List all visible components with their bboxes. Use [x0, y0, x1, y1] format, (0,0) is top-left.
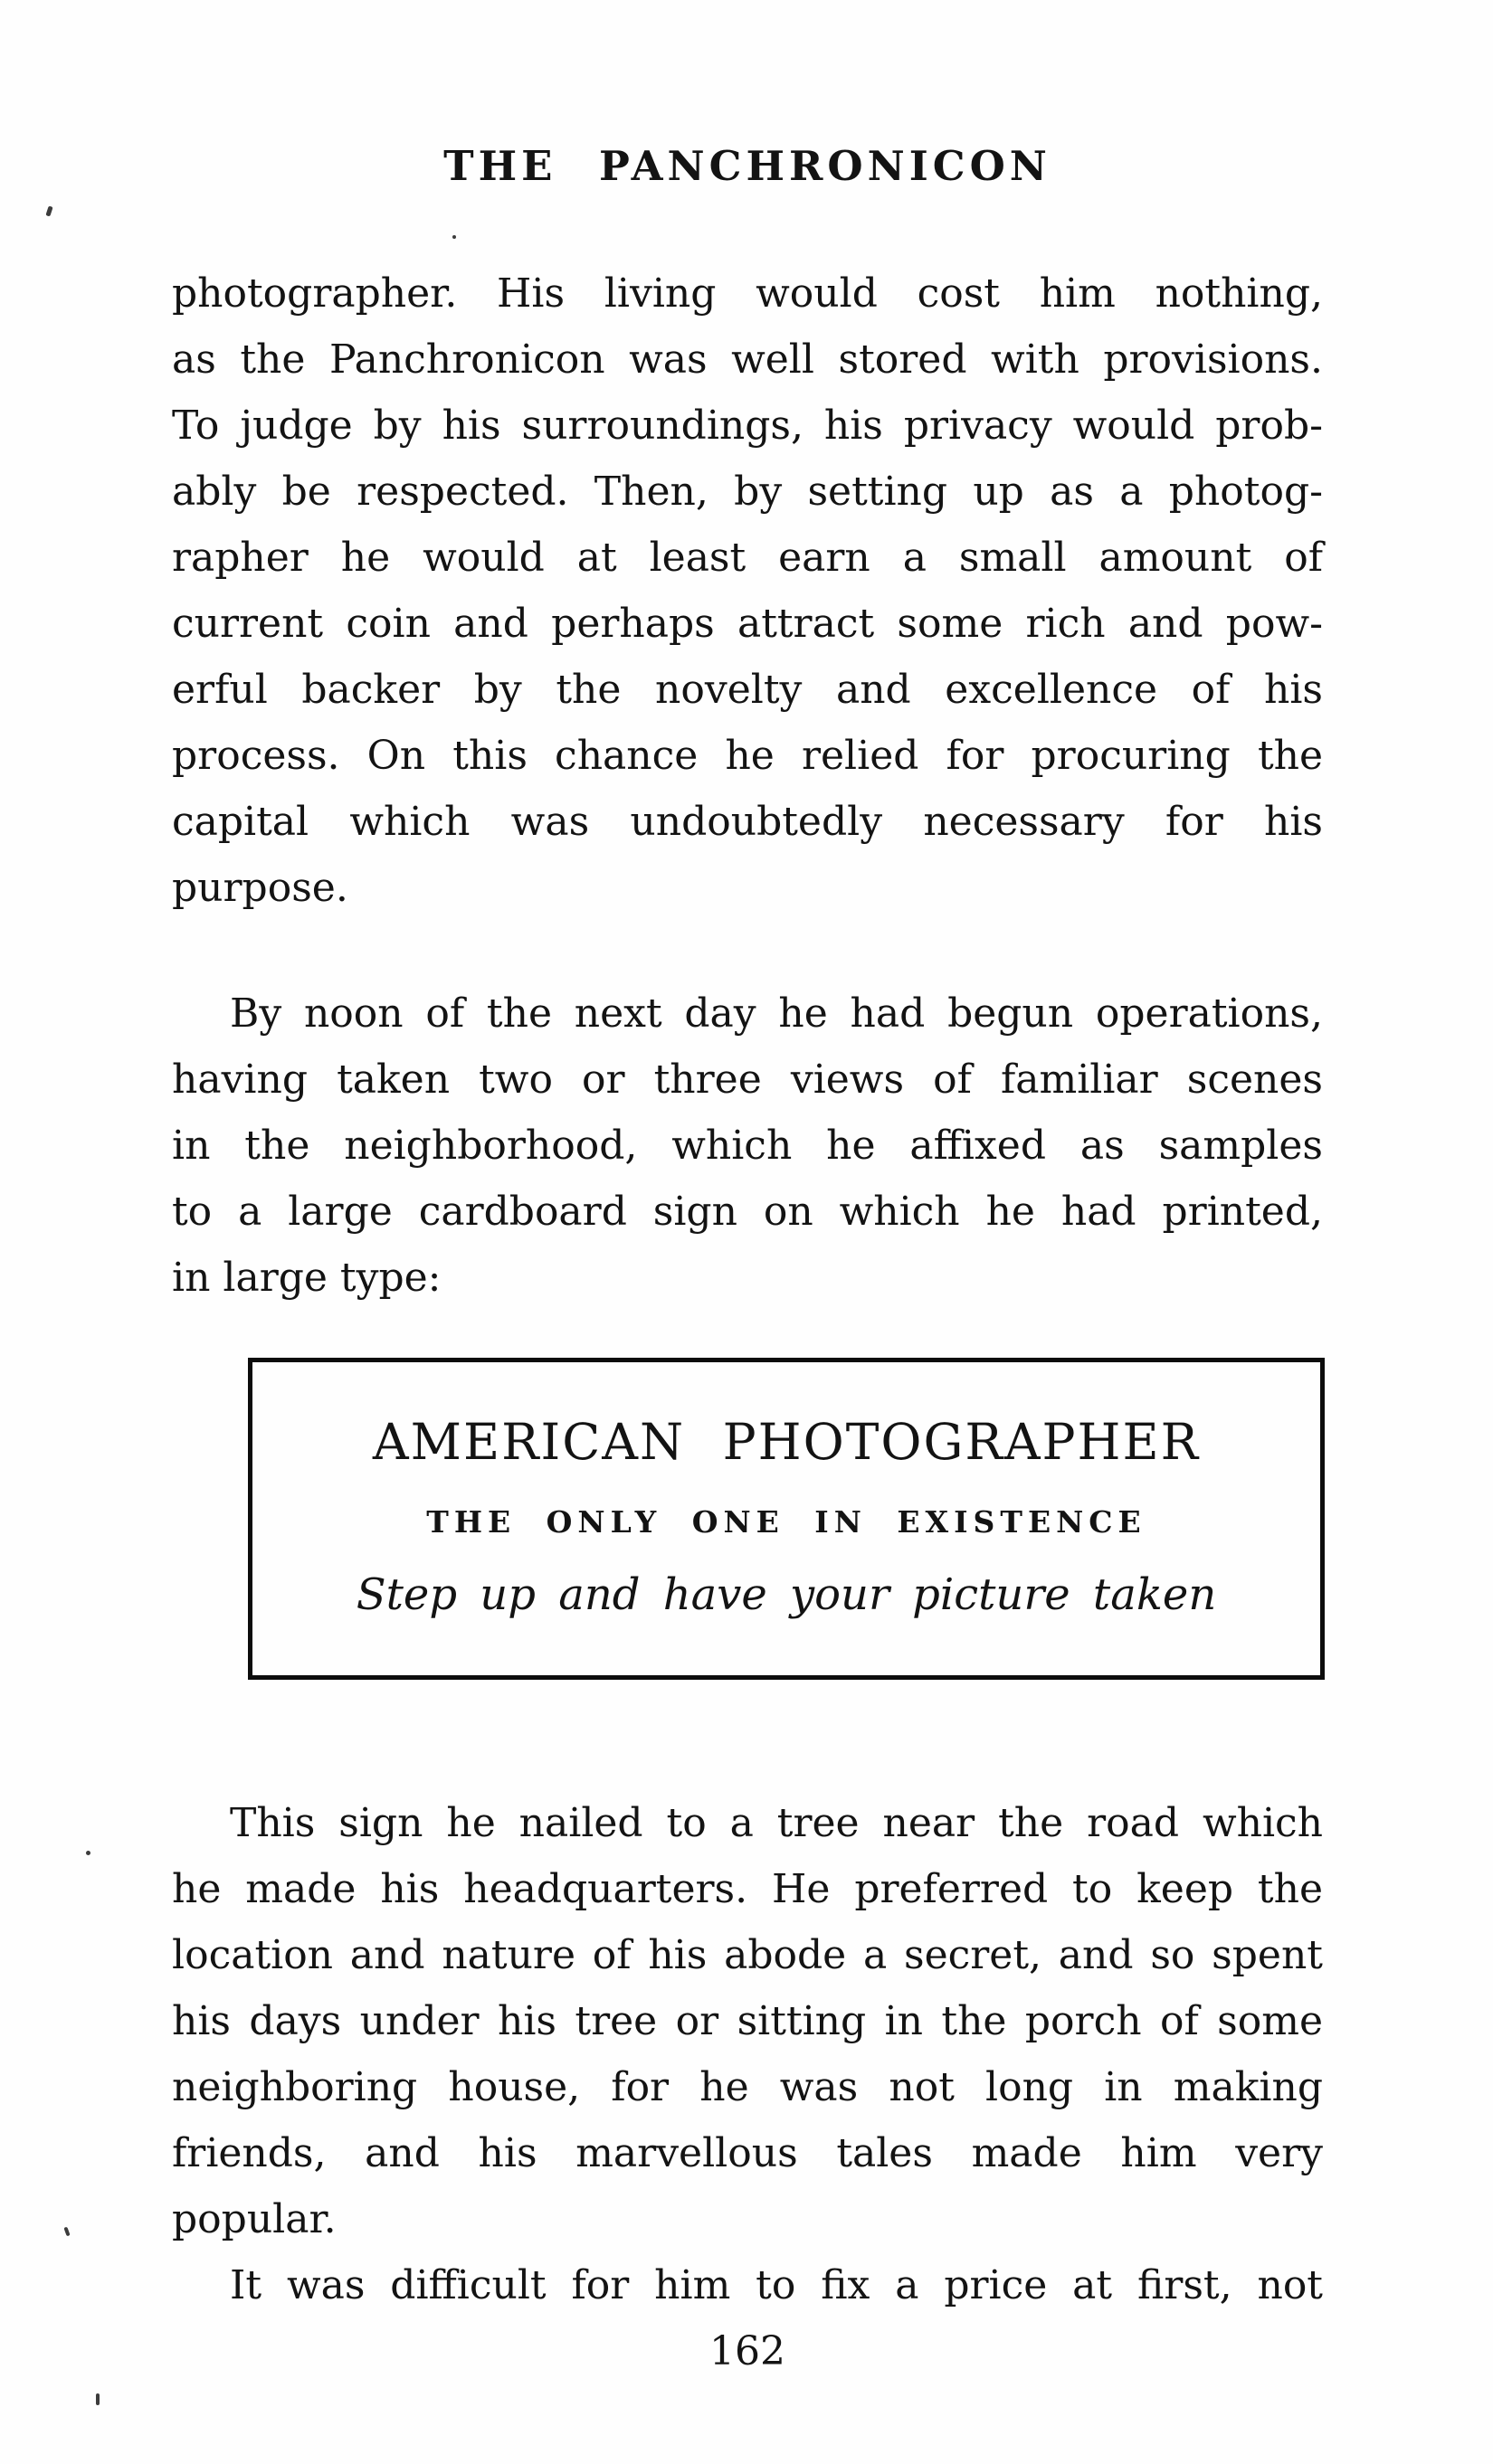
paragraph-4 — [172, 2252, 1323, 2318]
scan-artifact — [63, 2227, 70, 2237]
scan-artifact — [96, 2393, 100, 2405]
text-line: location and nature of his abode a secret, and so spent — [172, 1932, 1323, 1978]
scan-artifact — [452, 235, 456, 239]
paragraph-2 — [172, 981, 1323, 1311]
text-line: capital which was undoubtedly necessary for his — [172, 799, 1323, 845]
text-line: neighboring house, for he was not long in making — [172, 2064, 1323, 2110]
text-line: current coin and perhaps attract some rich and pow- — [172, 601, 1323, 647]
text-line: erful backer by the novelty and excellence of his — [172, 667, 1323, 713]
text-line: process. On this chance he relied for procuring the — [172, 733, 1323, 779]
text-line: friends, and his marvellous tales made him very — [172, 2130, 1323, 2176]
text-line: in the neighborhood, which he affixed as samples — [172, 1123, 1323, 1169]
running-header: THE PANCHRONICON — [443, 142, 1051, 190]
text-line: ably be respected. Then, by setting up as a photog- — [172, 469, 1323, 515]
text-line: photographer. His living would cost him nothing, — [172, 270, 1323, 317]
text-line: By noon of the next day he had begun operations, — [230, 990, 1323, 1037]
photographer-sign-box — [248, 1358, 1325, 1680]
scan-artifact — [45, 205, 52, 216]
text-line: he made his headquarters. He preferred to keep the — [172, 1866, 1323, 1912]
sign-title: AMERICAN PHOTOGRAPHER — [372, 1413, 1201, 1471]
text-line: To judge by his surroundings, his privacy would prob- — [172, 403, 1323, 449]
text-line: purpose. — [172, 865, 348, 911]
text-line: It was difficult for him to fix a price at first, not — [230, 2262, 1323, 2308]
paragraph-1 — [172, 261, 1323, 921]
text-line: having taken two or three views of familiar scenes — [172, 1057, 1323, 1103]
text-line: popular. — [172, 2196, 337, 2242]
sign-tagline: Step up and have your picture taken — [356, 1569, 1217, 1620]
page-number: 162 — [709, 2328, 785, 2374]
text-line: to a large cardboard sign on which he had printed, — [172, 1189, 1323, 1235]
paragraph-3 — [172, 1790, 1323, 2252]
text-line: his days under his tree or sitting in the porch of some — [172, 1998, 1323, 2044]
text-block — [172, 261, 1323, 2384]
scan-artifact — [86, 1851, 90, 1855]
text-line: as the Panchronicon was well stored with provisions. — [172, 336, 1323, 383]
text-line: This sign he nailed to a tree near the road which — [230, 1800, 1323, 1846]
text-line: in large type: — [172, 1255, 442, 1301]
sign-subtitle: THE ONLY ONE IN EXISTENCE — [426, 1504, 1146, 1540]
text-line: rapher he would at least earn a small amount of — [172, 535, 1323, 581]
